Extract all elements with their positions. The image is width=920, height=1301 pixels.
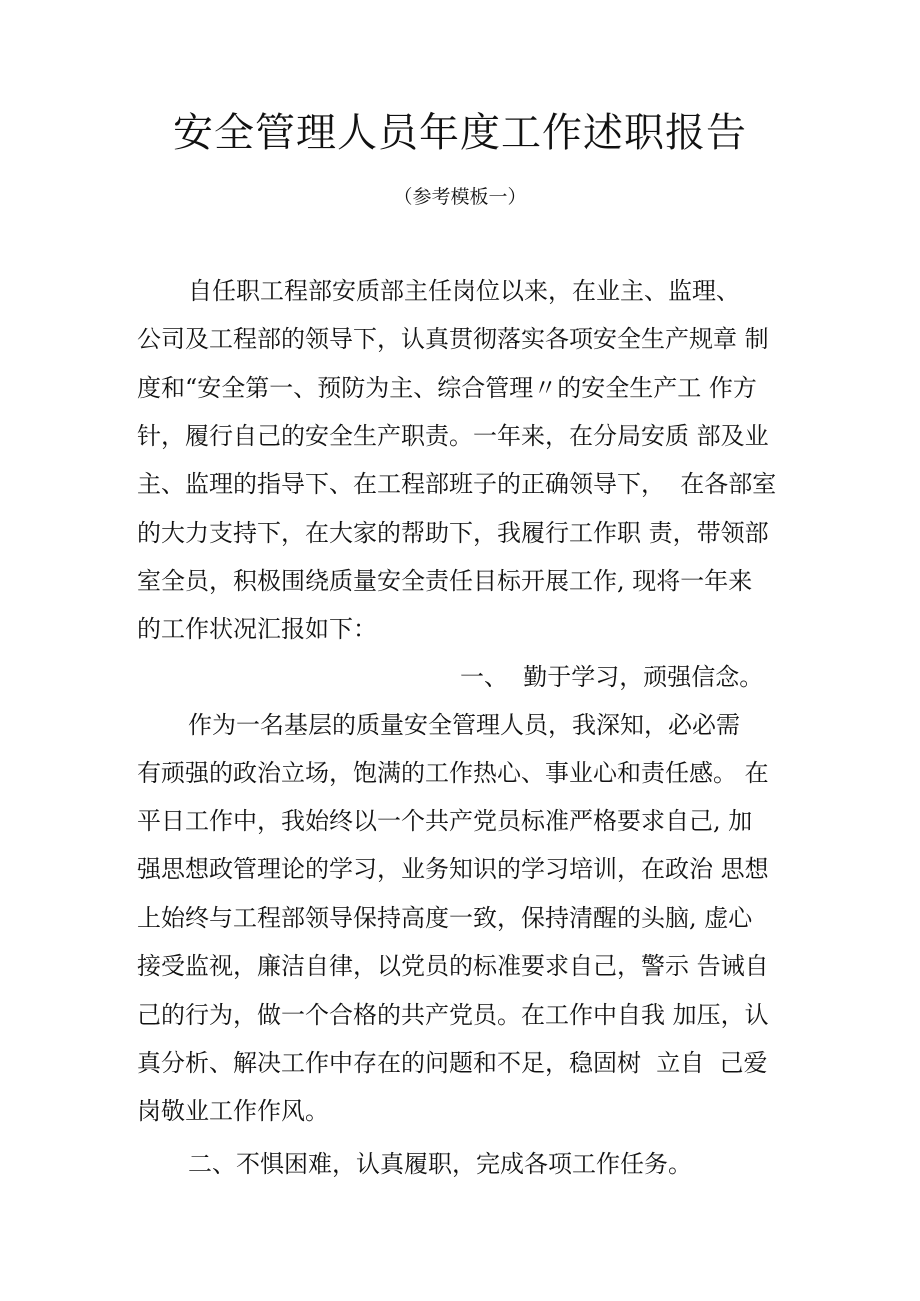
- paragraph-2-line-8: 真分析、解决工作中存在的问题和不足，稳固树 立自 己爱: [137, 1049, 768, 1077]
- section-heading-2: 二、不惧困难，认真履职，完成各项工作任务。: [188, 1150, 692, 1178]
- paragraph-2-line-3: 平日工作中，我始终以一个共产党员标准严格要求自己, 加: [137, 807, 753, 835]
- paragraph-1-line-2: 公司及工程部的领导下，认真贯彻落实各项安全生产规章 制: [137, 325, 769, 353]
- paragraph-1-line-6: 的大力支持下，在大家的帮助下，我履行工作职 责，带领部: [137, 519, 769, 547]
- document-title: 安全管理人员年度工作述职报告: [173, 110, 747, 156]
- document-subtitle: （参考模板一）: [393, 186, 527, 208]
- section-heading-1: 一、 勤于学习，顽强信念。: [460, 663, 764, 691]
- paragraph-2-line-6: 接受监视，廉洁自律，以党员的标准要求自己，警示 告诫自: [137, 952, 769, 980]
- paragraph-2-line-9: 岗敬业工作作风。: [137, 1097, 329, 1125]
- paragraph-1-line-8: 的工作状况汇报如下：: [137, 615, 377, 643]
- paragraph-1-line-4: 针，履行自己的安全生产职责。一年来，在分局安质 部及业: [137, 422, 769, 450]
- paragraph-1-line-7: 室全员，积极围绕质量安全责任目标开展工作, 现将一年来: [137, 567, 753, 595]
- paragraph-2-line-7: 己的行为，做一个合格的共产党员。在工作中自我 加压，认: [137, 1001, 769, 1029]
- paragraph-1-line-3: 度和“安全第一、预防为主、综合管理〃的安全生产工 作方: [137, 374, 757, 402]
- paragraph-1-line-1: 自任职工程部安质部主任岗位以来，在业主、监理、: [188, 277, 740, 305]
- paragraph-1-line-5: 主、监理的指导下、在工程部班子的正确领导下， 在各部室: [137, 470, 777, 498]
- paragraph-2-line-2: 有顽强的政治立场，饱满的工作热心、事业心和责任感。 在: [137, 759, 769, 787]
- paragraph-2-line-4: 强思想政管理论的学习，业务知识的学习培训，在政治 思想: [137, 855, 769, 883]
- paragraph-2-line-5: 上始终与工程部领导保持高度一致，保持清醒的头脑, 虚心: [137, 904, 753, 932]
- paragraph-2-line-1: 作为一名基层的质量安全管理人员，我深知，必必需: [188, 711, 740, 739]
